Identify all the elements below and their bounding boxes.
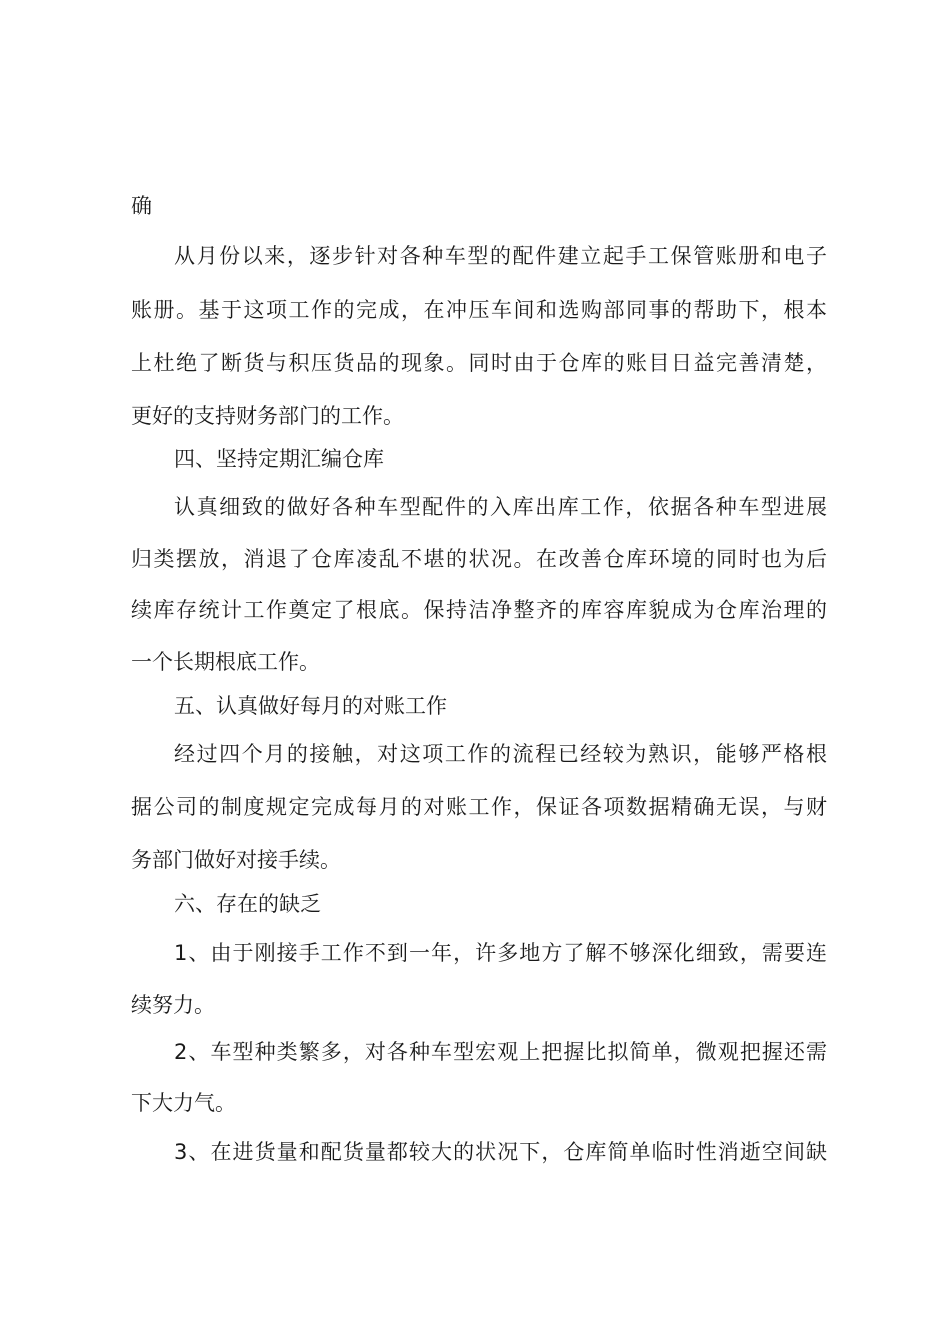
paragraph-line-3: 账册。基于这项工作的完成，在冲压车间和选购部同事的帮助下，根本 — [131, 298, 827, 322]
paragraph-line-2: 从月份以来，逐步针对各种车型的配件建立起手工保管账册和电子 — [174, 244, 827, 268]
section-heading-4: 四、坚持定期汇编仓库 — [174, 447, 384, 471]
paragraph-line-5: 更好的支持财务部门的工作。 — [131, 404, 404, 428]
paragraph-line-10: 一个长期根底工作。 — [131, 650, 320, 674]
list-item-2-line-2: 下大力气。 — [131, 1091, 236, 1115]
paragraph-line-8: 归类摆放，消退了仓库凌乱不堪的状况。在改善仓库环境的同时也为后 — [131, 547, 827, 571]
section-heading-5: 五、认真做好每月的对账工作 — [174, 694, 447, 718]
paragraph-line-14: 务部门做好对接手续。 — [131, 848, 341, 872]
paragraph-line-4: 上杜绝了断货与积压货品的现象。同时由于仓库的账目日益完善清楚， — [131, 351, 827, 375]
section-heading-6: 六、存在的缺乏 — [174, 892, 321, 916]
paragraph-line-9: 续库存统计工作奠定了根底。保持洁净整齐的库容库貌成为仓库治理的 — [131, 598, 827, 622]
list-item-1-line-1: 1、由于刚接手工作不到一年，许多地方了解不够深化细致，需要连 — [174, 941, 827, 965]
paragraph-line-13: 据公司的制度规定完成每月的对账工作，保证各项数据精确无误，与财 — [131, 795, 827, 819]
list-item-3-line-1: 3、在进货量和配货量都较大的状况下，仓库简单临时性消逝空间缺 — [174, 1140, 827, 1164]
list-item-1-line-2: 续努力。 — [131, 993, 215, 1017]
paragraph-line-7: 认真细致的做好各种车型配件的入库出库工作，依据各种车型进展 — [174, 495, 827, 519]
paragraph-line-12: 经过四个月的接触，对这项工作的流程已经较为熟识，能够严格根 — [174, 742, 827, 766]
text-line-1: 确 — [131, 194, 152, 218]
list-item-2-line-1: 2、车型种类繁多，对各种车型宏观上把握比拟简单，微观把握还需 — [174, 1040, 827, 1064]
